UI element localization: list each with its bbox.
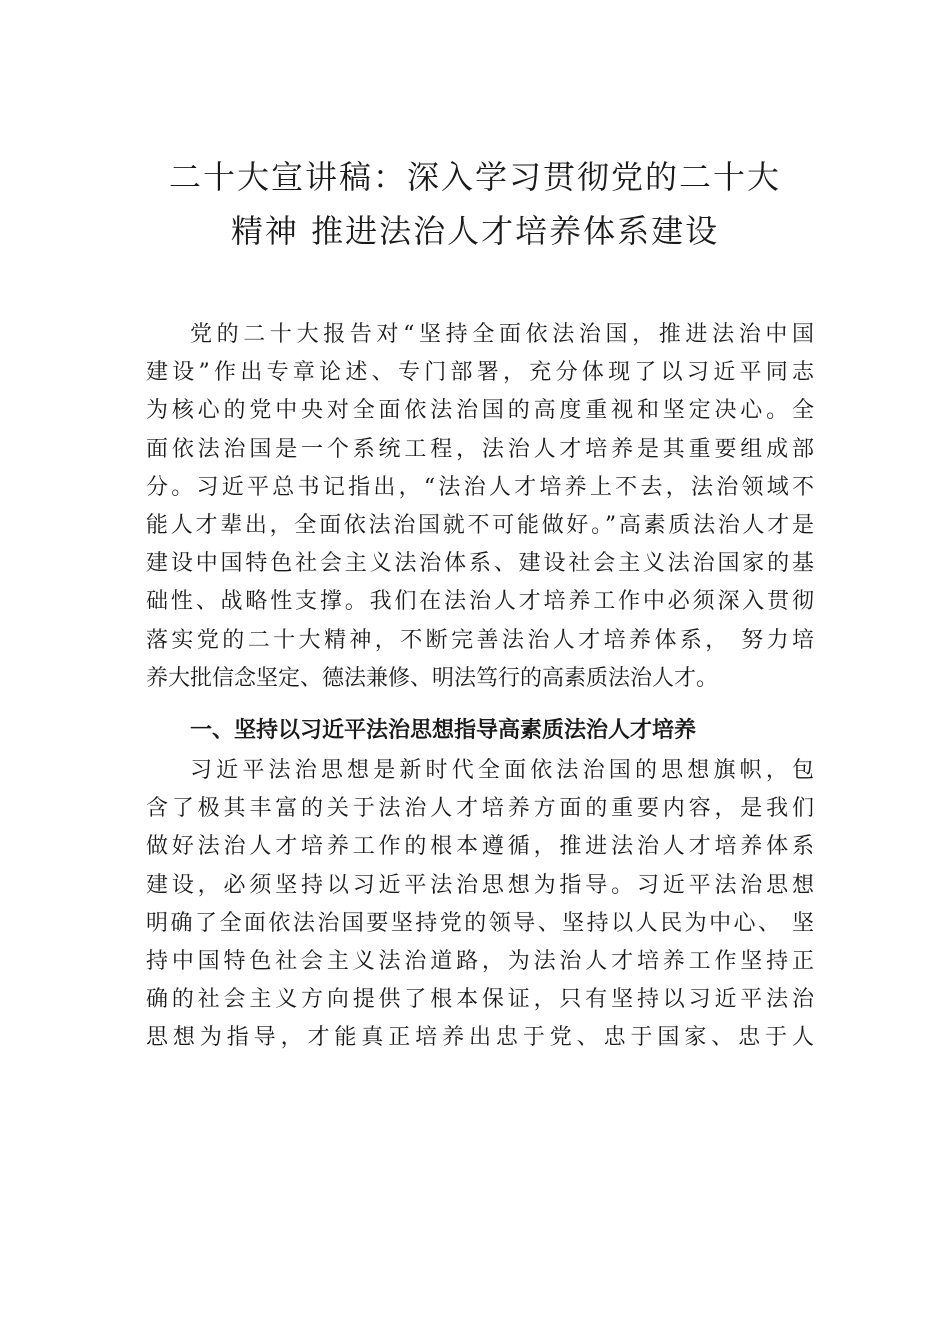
text-line: 习近平法治思想是新时代全面依法治国的思想旗帜，包	[190, 758, 814, 783]
section-heading-1: 一、坚持以习近平法治思想指导高素质法治人才培养	[190, 718, 697, 743]
text-line: 础性、战略性支撑。我们在法治人才培养工作中必须深入贯彻	[146, 589, 814, 615]
text-line: 面依法治国是一个系统工程，法治人才培养是其重要组成部	[146, 436, 814, 462]
text-line: 能人才辈出，全面依法治国就不可能做好。”高素质法治人才是	[146, 513, 814, 539]
paragraph-section-1	[146, 752, 814, 1058]
title-line: 二十大宣讲稿：深入学习贯彻党的二十大	[168, 158, 781, 196]
text-line: 做好法治人才培养工作的根本遵循，推进法治人才培养体系	[146, 834, 814, 860]
text-line: 建设，必须坚持以习近平法治思想为指导。习近平法治思想	[146, 872, 814, 898]
text-line: 确的社会主义方向提供了根本保证，只有坚持以习近平法治	[146, 987, 814, 1013]
paragraph-intro	[146, 316, 814, 698]
document-title	[120, 150, 830, 258]
text-line: 明确了全面依法治国要坚持党的领导、坚持以人民为中心、 坚	[146, 910, 814, 936]
text-line: 建设中国特色社会主义法治体系、建设社会主义法治国家的基	[146, 551, 814, 577]
text-line: 落实党的二十大精神，不断完善法治人才培养体系， 努力培	[146, 627, 814, 653]
text-line: 含了极其丰富的关于法治人才培养方面的重要内容，是我们	[146, 796, 814, 822]
text-line: 党的二十大报告对“坚持全面依法治国，推进法治中国	[190, 322, 814, 347]
text-line: 分。习近平总书记指出，“法治人才培养上不去，法治领域不	[146, 474, 814, 500]
title-line: 精神 推进法治人才培养体系建设	[230, 212, 720, 250]
text-line: 建设”作出专章论述、专门部署，充分体现了以习近平同志	[146, 360, 814, 386]
text-line: 持中国特色社会主义法治道路，为法治人才培养工作坚持正	[146, 949, 814, 975]
text-line: 思想为指导，才能真正培养出忠于党、忠于国家、忠于人	[146, 1025, 814, 1051]
text-line: 养大批信念坚定、德法兼修、明法笃行的高素质法治人才。	[146, 665, 719, 691]
text-line: 为核心的党中央对全面依法治国的高度重视和坚定决心。全	[146, 398, 814, 424]
